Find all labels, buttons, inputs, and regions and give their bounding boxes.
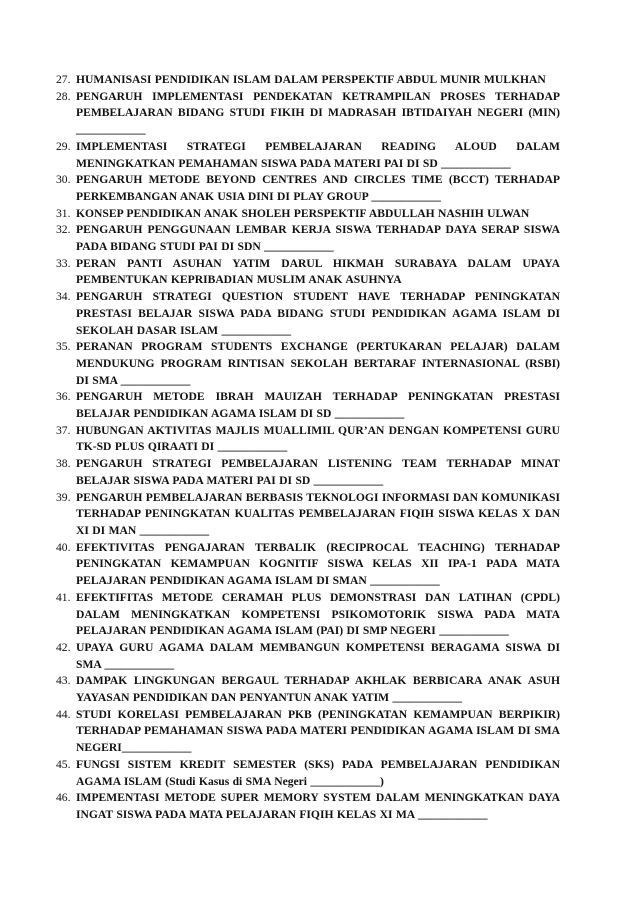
list-item bbox=[56, 540, 560, 590]
list-item bbox=[56, 490, 560, 540]
list-item bbox=[56, 456, 560, 489]
item-title: FUNGSI SISTEM KREDIT SEMESTER (SKS) PADA PEMBELAJARAN PENDIDIKAN AGAMA ISLAM (Studi Kasus di SMA Negeri ____________) bbox=[76, 757, 560, 788]
item-number: 42. bbox=[56, 640, 71, 654]
item-number: 38. bbox=[56, 457, 71, 471]
item-title: UPAYA GURU AGAMA DALAM MEMBANGUN KOMPETENSI BERAGAMA SISWA DI SMA ____________ bbox=[76, 640, 560, 671]
item-title: PERAN PANTI ASUHAN YATIM DARUL HIKMAH SURABAYA DALAM UPAYA PEMBENTUKAN KEPRIBADIAN MUSLIM ANAK ASUHNYA bbox=[76, 256, 560, 287]
item-title: HUBUNGAN AKTIVITAS MAJLIS MUALLIMIL QUR’AN DENGAN KOMPETENSI GURU TK-SD PLUS QIRAATI DI ____________ bbox=[76, 423, 560, 454]
item-number: 36. bbox=[56, 390, 71, 404]
item-number: 43. bbox=[56, 674, 71, 688]
item-number: 33. bbox=[56, 256, 71, 270]
item-title: IMPEMENTASI METODE SUPER MEMORY SYSTEM DALAM MENINGKATKAN DAYA INGAT SISWA PADA MATA PELAJARAN FIQIH KELAS XI MA ____________ bbox=[76, 791, 560, 821]
item-number: 32. bbox=[56, 223, 71, 237]
item-number: 35. bbox=[56, 340, 71, 354]
item-number: 37. bbox=[56, 423, 71, 437]
list-item bbox=[56, 707, 560, 757]
list-item bbox=[56, 222, 560, 255]
item-title: EFEKTIFITAS METODE CERAMAH PLUS DEMONSTRASI DAN LATIHAN (CPDL) DALAM MENINGKATKAN KOMPETENSI PSIKOMOTORIK SISWA PADA MATA PELAJARAN PENDIDIKAN AGAMA ISLAM (PAI) DI SMP NEGERI ____________ bbox=[76, 590, 560, 638]
item-title: PENGARUH PENGGUNAAN LEMBAR KERJA SISWA TERHADAP DAYA SERAP SISWA PADA BIDANG STUDI PAI DI SDN ____________ bbox=[76, 223, 560, 254]
item-title: KONSEP PENDIDIKAN ANAK SHOLEH PERSPEKTIF ABDULLAH NASHIH ULWAN bbox=[76, 206, 530, 220]
item-title: DAMPAK LINGKUNGAN BERGAUL TERHADAP AKHLAK BERBICARA ANAK ASUH YAYASAN PENDIDIKAN DAN PENYANTUN ANAK YATIM ____________ bbox=[76, 674, 560, 705]
list-item bbox=[56, 139, 560, 172]
item-title: STUDI KORELASI PEMBELAJARAN PKB (PENINGKATAN KEMAMPUAN BERPIKIR) TERHADAP PEMAHAMAN SISWA PADA MATERI PENDIDIKAN AGAMA ISLAM DI SMA NEGERI____________ bbox=[76, 707, 560, 755]
list-item bbox=[56, 89, 560, 139]
item-title: PERANAN PROGRAM STUDENTS EXCHANGE (PERTUKARAN PELAJAR) DALAM MENDUKUNG PROGRAM RINTISAN SEKOLAH BERTARAF INTERNASIONAL (RSBI) DI SMA ____________ bbox=[76, 340, 560, 387]
list-item bbox=[56, 423, 560, 456]
list-item bbox=[56, 339, 560, 389]
list-item bbox=[56, 673, 560, 706]
list-item bbox=[56, 640, 560, 673]
item-title: PENGARUH STRATEGI PEMBELAJARAN LISTENING TEAM TERHADAP MINAT BELAJAR SISWA PADA MATERI PAI DI SD ____________ bbox=[76, 457, 560, 487]
list-item bbox=[56, 790, 560, 823]
list-item bbox=[56, 757, 560, 790]
item-title: PENGARUH IMPLEMENTASI PENDEKATAN KETRAMPILAN PROSES TERHADAP PEMBELAJARAN BIDANG STUDI FIKIH DI MADRASAH IBTIDAIYAH NEGERI (MIN) ____________ bbox=[76, 89, 560, 137]
item-number: 28. bbox=[56, 89, 71, 103]
item-title: IMPLEMENTASI STRATEGI PEMBELAJARAN READING ALOUD DALAM MENINGKATKAN PEMAHAMAN SISWA PADA MATERI PAI DI SD ____________ bbox=[76, 139, 560, 170]
item-title: PENGARUH STRATEGI QUESTION STUDENT HAVE TERHADAP PENINGKATAN PRESTASI BELAJAR SISWA PADA BIDANG STUDI PENDIDIKAN AGAMA ISLAM DI SEKOLAH DASAR ISLAM ____________ bbox=[76, 290, 560, 337]
list-item bbox=[56, 289, 560, 339]
list-item bbox=[56, 72, 560, 89]
item-number: 45. bbox=[56, 757, 71, 771]
list-item bbox=[56, 172, 560, 205]
item-number: 39. bbox=[56, 490, 71, 504]
item-title: PENGARUH METODE BEYOND CENTRES AND CIRCLES TIME (BCCT) TERHADAP PERKEMBANGAN ANAK USIA DINI DI PLAY GROUP ____________ bbox=[76, 173, 560, 203]
list-item bbox=[56, 206, 560, 223]
item-title: PENGARUH PEMBELAJARAN BERBASIS TEKNOLOGI INFORMASI DAN KOMUNIKASI TERHADAP PENINGKATAN KUALITAS PEMBELAJARAN FIQIH SISWA KELAS X DAN XI DI MAN ____________ bbox=[76, 490, 560, 537]
item-number: 30. bbox=[56, 173, 71, 187]
thesis-title-list bbox=[56, 72, 560, 824]
list-item bbox=[56, 389, 560, 422]
item-number: 41. bbox=[56, 590, 71, 604]
item-number: 29. bbox=[56, 139, 71, 153]
item-number: 46. bbox=[56, 791, 71, 805]
item-title: HUMANISASI PENDIDIKAN ISLAM DALAM PERSPEKTIF ABDUL MUNIR MULKHAN bbox=[76, 73, 546, 86]
list-item bbox=[56, 590, 560, 640]
item-number: 27. bbox=[56, 73, 71, 86]
list-item bbox=[56, 256, 560, 289]
item-number: 34. bbox=[56, 290, 71, 304]
item-number: 40. bbox=[56, 540, 71, 554]
item-number: 44. bbox=[56, 707, 71, 721]
item-title: EFEKTIVITAS PENGAJARAN TERBALIK (RECIPROCAL TEACHING) TERHADAP PENINGKATAN KEMAMPUAN KOGNITIF SISWA KELAS XII IPA-1 PADA MATA PELAJARAN PENDIDIKAN AGAMA ISLAM DI SMAN ____________ bbox=[76, 540, 560, 588]
item-number: 31. bbox=[56, 206, 71, 220]
item-title: PENGARUH METODE IBRAH MAUIZAH TERHADAP PENINGKATAN PRESTASI BELAJAR PENDIDIKAN AGAMA ISLAM DI SD ____________ bbox=[76, 390, 560, 421]
